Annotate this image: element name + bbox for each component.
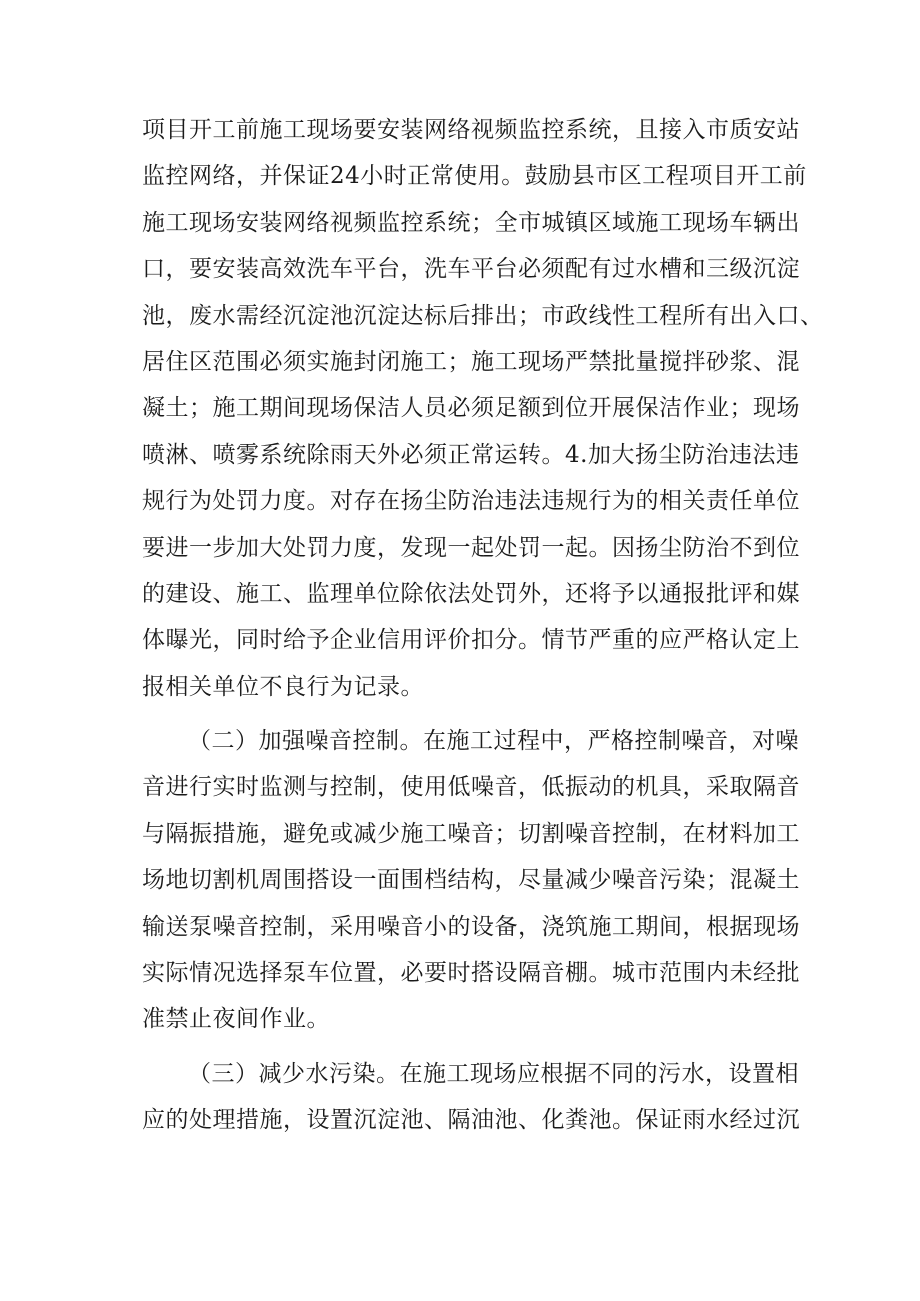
paragraph-line: （二）加强噪音控制。在施工过程中，严格控制噪音，对噪 bbox=[188, 728, 799, 755]
paragraph-line: 凝土；施工期间现场保洁人员必须足额到位开展保洁作业；现场 bbox=[142, 395, 800, 422]
paragraph-line: 池，废水需经沉淀池沉淀达标后排出；市政线性工程所有出入口、 bbox=[142, 302, 824, 329]
paragraph-line: 施工现场安装网络视频监控系统；全市城镇区域施工现场车辆出 bbox=[142, 209, 800, 236]
paragraph-line: 规行为处罚力度。对存在扬尘防治违法违规行为的相关责任单位 bbox=[142, 488, 800, 515]
paragraph-line: 报相关单位不良行为记录。 bbox=[142, 673, 424, 700]
paragraph-1 bbox=[142, 107, 824, 710]
paragraph-line: 准禁止夜间作业。 bbox=[142, 1006, 330, 1033]
paragraph-line: 居住区范围必须实施封闭施工；施工现场严禁批量搅拌砂浆、混 bbox=[142, 348, 800, 375]
paragraph-line: 体曝光，同时给予企业信用评价扣分。情节严重的应严格认定上 bbox=[142, 627, 800, 654]
paragraph-gap bbox=[142, 710, 782, 718]
document-body bbox=[142, 107, 824, 1144]
paragraph-gap bbox=[142, 1043, 782, 1051]
paragraph-line: 项目开工前施工现场要安装网络视频监控系统，且接入市质安站 bbox=[142, 117, 800, 143]
paragraph-line: （三）减少水污染。在施工现场应根据不同的污水，设置相 bbox=[188, 1060, 799, 1087]
paragraph-line: 输送泵噪音控制，采用噪音小的设备，浇筑施工期间，根据现场 bbox=[142, 913, 800, 940]
paragraph-line: 监控网络，并保证24小时正常使用。鼓励县市区工程项目开工前 bbox=[142, 163, 807, 190]
paragraph-3 bbox=[142, 1051, 800, 1144]
paragraph-line: 与隔振措施，避免或减少施工噪音；切割噪音控制，在材料加工 bbox=[142, 820, 800, 847]
paragraph-line: 要进一步加大处罚力度，发现一起处罚一起。因扬尘防治不到位 bbox=[142, 534, 800, 561]
paragraph-line: 口，要安装高效洗车平台，洗车平台必须配有过水槽和三级沉淀 bbox=[142, 256, 800, 283]
paragraph-line: 的建设、施工、监理单位除依法处罚外，还将予以通报批评和媒 bbox=[142, 580, 800, 607]
paragraph-line: 音进行实时监测与控制，使用低噪音，低振动的机具，采取隔音 bbox=[142, 774, 800, 801]
paragraph-line: 场地切割机周围搭设一面围档结构，尽量减少噪音污染；混凝土 bbox=[142, 867, 800, 894]
paragraph-line: 喷淋、喷雾系统除雨天外必须正常运转。4.加大扬尘防治违法违 bbox=[142, 441, 800, 468]
paragraph-line: 实际情况选择泵车位置，必要时搭设隔音棚。城市范围内未经批 bbox=[142, 960, 800, 987]
paragraph-2 bbox=[142, 718, 800, 1043]
paragraph-line: 应的处理措施，设置沉淀池、隔油池、化粪池。保证雨水经过沉 bbox=[142, 1107, 800, 1134]
